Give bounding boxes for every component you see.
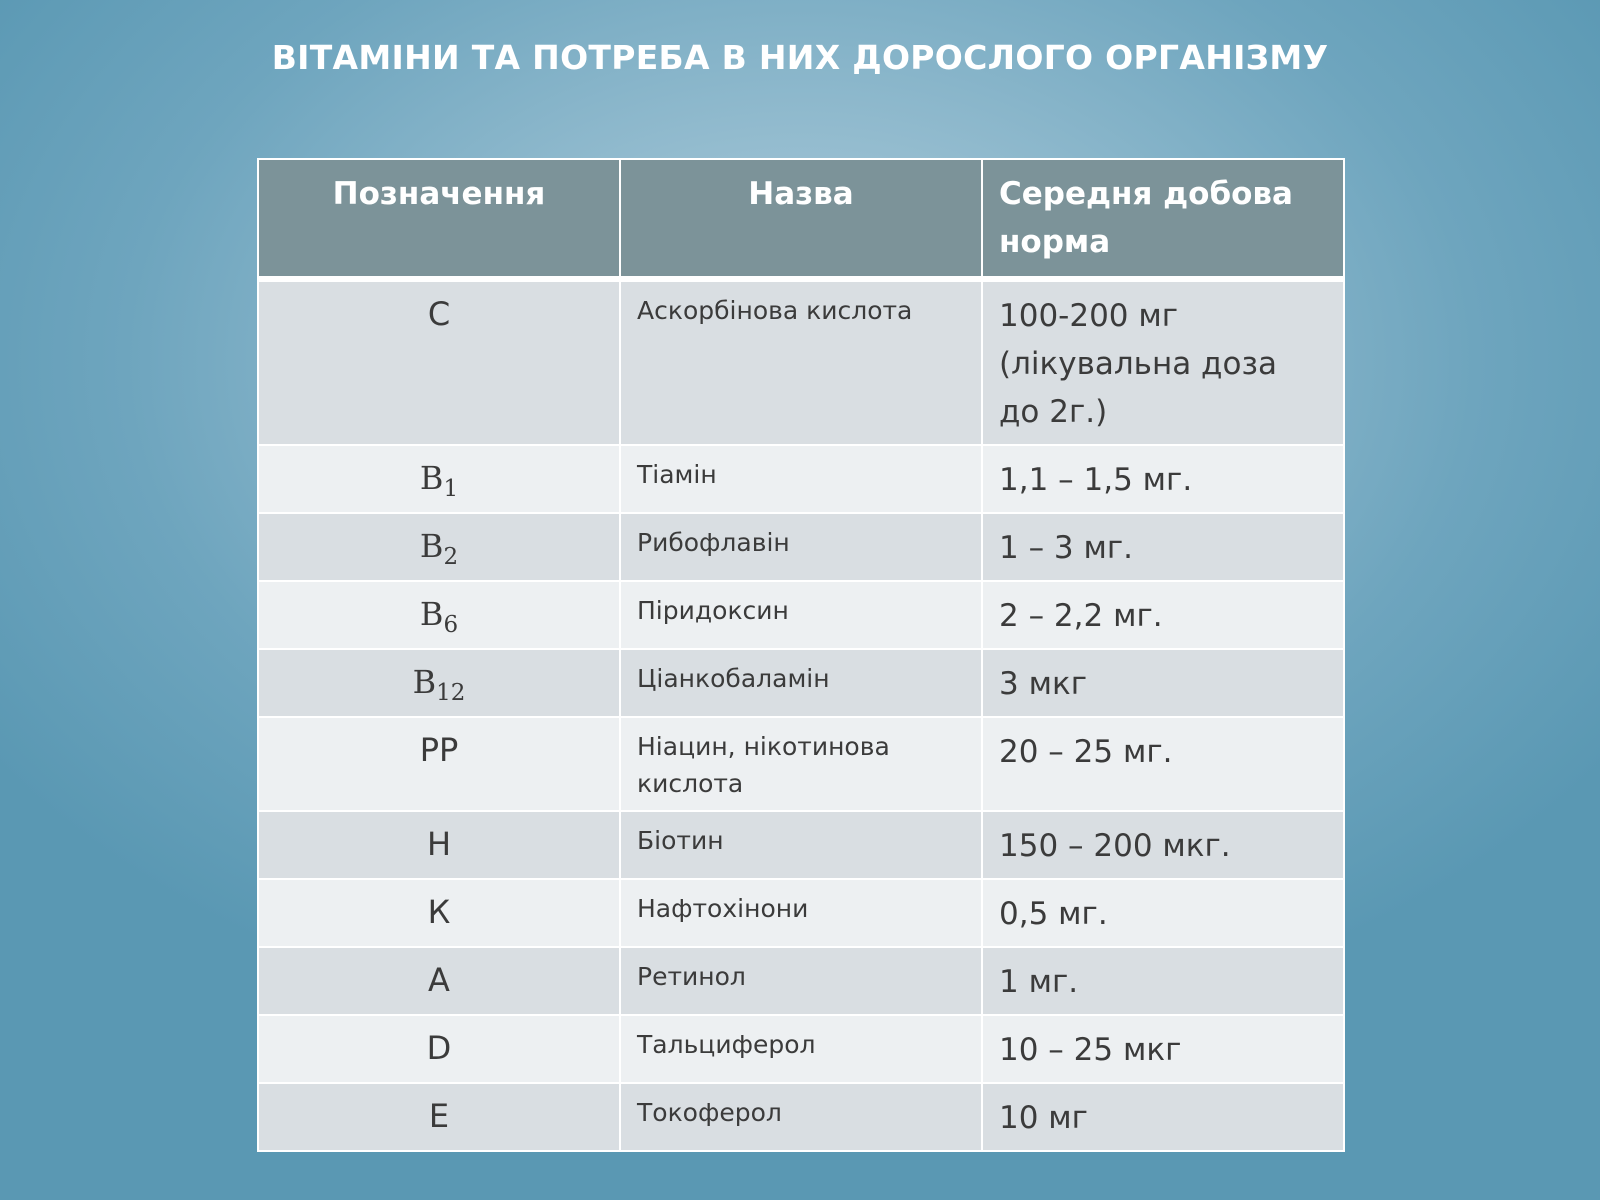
norm-cell: 150 – 200 мкг. bbox=[982, 811, 1344, 879]
norm-cell: 3 мкг bbox=[982, 649, 1344, 717]
vitamin-subscript: 1 bbox=[443, 476, 459, 502]
table-row bbox=[258, 717, 1344, 811]
name-cell: Тіамін bbox=[620, 445, 982, 513]
vitamin-symbol: B bbox=[419, 527, 444, 565]
name-cell: Ціанкобаламін bbox=[620, 649, 982, 717]
vitamin-symbol: PP bbox=[419, 731, 459, 769]
header-name: Назва bbox=[620, 159, 982, 279]
vitamin-symbol: A bbox=[428, 961, 450, 999]
norm-cell: 10 мг bbox=[982, 1083, 1344, 1151]
vitamin-symbol: C bbox=[427, 295, 451, 333]
symbol-cell bbox=[258, 811, 620, 879]
symbol-cell bbox=[258, 947, 620, 1015]
table-row bbox=[258, 279, 1344, 445]
norm-cell: 100-200 мг (лікувальна доза до 2г.) bbox=[982, 279, 1344, 445]
name-cell: Рибофлавін bbox=[620, 513, 982, 581]
vitamins-table bbox=[257, 158, 1345, 1152]
name-cell: Нафтохінони bbox=[620, 879, 982, 947]
symbol-cell bbox=[258, 513, 620, 581]
vitamin-symbol: К bbox=[427, 893, 451, 931]
name-cell: Ніацин, нікотинова кислота bbox=[620, 717, 982, 811]
table-header-row bbox=[258, 159, 1344, 279]
vitamin-symbol: H bbox=[426, 825, 452, 863]
table-row bbox=[258, 649, 1344, 717]
table-row bbox=[258, 1015, 1344, 1083]
vitamin-subscript: 12 bbox=[436, 680, 466, 706]
slide-title: ВІТАМІНИ ТА ПОТРЕБА В НИХ ДОРОСЛОГО ОРГАНІЗМУ bbox=[271, 38, 1329, 77]
symbol-cell bbox=[258, 445, 620, 513]
table-row bbox=[258, 581, 1344, 649]
name-cell: Ретинол bbox=[620, 947, 982, 1015]
table-row bbox=[258, 1083, 1344, 1151]
header-symbol: Позначення bbox=[258, 159, 620, 279]
symbol-cell bbox=[258, 581, 620, 649]
norm-cell: 20 – 25 мг. bbox=[982, 717, 1344, 811]
vitamin-subscript: 6 bbox=[443, 612, 459, 638]
vitamin-subscript: 2 bbox=[443, 544, 459, 570]
norm-cell: 10 – 25 мкг bbox=[982, 1015, 1344, 1083]
vitamin-symbol: B bbox=[419, 595, 444, 633]
symbol-cell bbox=[258, 649, 620, 717]
symbol-cell bbox=[258, 1083, 620, 1151]
norm-cell: 2 – 2,2 мг. bbox=[982, 581, 1344, 649]
table-row bbox=[258, 879, 1344, 947]
vitamin-symbol: D bbox=[426, 1029, 452, 1067]
vitamin-symbol: E bbox=[428, 1097, 450, 1135]
norm-cell: 1 мг. bbox=[982, 947, 1344, 1015]
name-cell: Піридоксин bbox=[620, 581, 982, 649]
name-cell: Токоферол bbox=[620, 1083, 982, 1151]
table-row bbox=[258, 947, 1344, 1015]
vitamin-symbol: B bbox=[419, 459, 444, 497]
name-cell: Аскорбінова кислота bbox=[620, 279, 982, 445]
symbol-cell bbox=[258, 279, 620, 445]
table-row bbox=[258, 513, 1344, 581]
norm-cell: 0,5 мг. bbox=[982, 879, 1344, 947]
name-cell: Біотин bbox=[620, 811, 982, 879]
symbol-cell bbox=[258, 1015, 620, 1083]
symbol-cell bbox=[258, 879, 620, 947]
header-norm: Середня добова норма bbox=[982, 159, 1344, 279]
norm-cell: 1 – 3 мг. bbox=[982, 513, 1344, 581]
name-cell: Тальциферол bbox=[620, 1015, 982, 1083]
symbol-cell bbox=[258, 717, 620, 811]
table-row bbox=[258, 811, 1344, 879]
table-row bbox=[258, 445, 1344, 513]
norm-cell: 1,1 – 1,5 мг. bbox=[982, 445, 1344, 513]
vitamin-symbol: B bbox=[412, 663, 437, 701]
